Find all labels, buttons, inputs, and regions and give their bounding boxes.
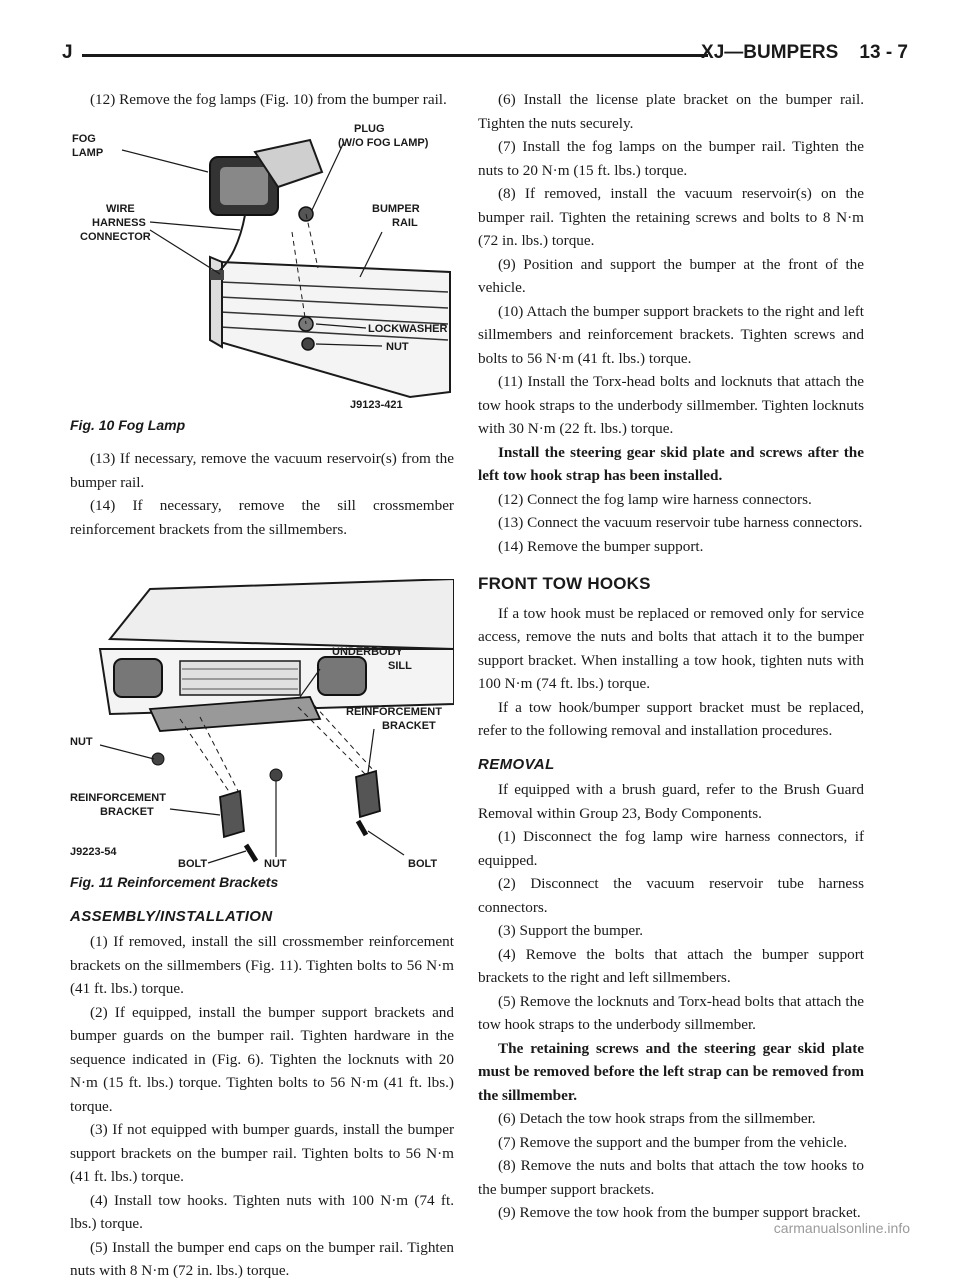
label-lamp: LAMP xyxy=(72,146,104,159)
step-13-remove-vacuum-reservoir: (13) If necessary, remove the vacuum reservoir(s) from the bumper rail. xyxy=(70,450,454,491)
install-step-3: (3) If not equipped with bumper guards, install the bumper support brackets on the bumper rail. Tighten bolts to 56 N·m (41 ft. lbs.) torque. xyxy=(70,1121,454,1185)
label-rail: RAIL xyxy=(392,216,418,229)
install-step-1: (1) If removed, install the sill crossmember reinforcement brackets on the sillmembers (Fig. 11). Tighten bolts to 56 N·m (41 ft. lbs.) torque. xyxy=(70,933,454,997)
install-step-14: (14) Remove the bumper support. xyxy=(498,537,704,555)
install-step-13: (13) Connect the vacuum reservoir tube harness connectors. xyxy=(498,514,863,531)
step-14-remove-brackets: (14) If necessary, remove the sill crossmember reinforcement brackets from the sillmembers. xyxy=(70,497,454,538)
heading-assembly-installation: ASSEMBLY/INSTALLATION xyxy=(70,907,273,925)
label-bolt-right: BOLT xyxy=(408,858,438,869)
install-step-12: (12) Connect the fog lamp wire harness connectors. xyxy=(498,490,812,508)
reinforcement-brackets-diagram xyxy=(70,579,454,869)
install-step-5: (5) Install the bumper end caps on the bumper rail. Tighten nuts with 8 N·m (72 in. lbs.) torque. xyxy=(70,1238,454,1279)
right-column xyxy=(478,88,864,1225)
skid-plate-removal-note: The retaining screws and the steering gear skid plate must be removed before the left strap can be removed from the sillmember. xyxy=(478,1039,864,1104)
fog-lamp-diagram xyxy=(70,112,454,412)
heading-removal: REMOVAL xyxy=(478,755,555,773)
removal-step-2: (2) Disconnect the vacuum reservoir tube harness connectors. xyxy=(478,875,864,916)
tow-hooks-paragraph-2: If a tow hook/bumper support bracket must be replaced, refer to the following removal and installation procedures. xyxy=(478,698,864,739)
step-12-remove-fog-lamps: (12) Remove the fog lamps (Fig. 10) from the bumper rail. xyxy=(90,91,447,108)
label-figure-code: J9123-421 xyxy=(350,398,403,411)
page-header xyxy=(62,42,908,74)
label-nut-left: NUT xyxy=(70,736,93,748)
header-rule xyxy=(82,54,708,57)
removal-step-7: (7) Remove the support and the bumper from the vehicle. xyxy=(498,1133,848,1151)
install-step-6: (6) Install the license plate bracket on the bumper rail. Tighten the nuts securely. xyxy=(478,91,864,132)
label-harness: HARNESS xyxy=(92,216,146,229)
left-column xyxy=(70,88,454,1283)
removal-step-4: (4) Remove the bolts that attach the bumper support brackets to the right and left sillmembers. xyxy=(478,945,864,986)
install-step-7: (7) Install the fog lamps on the bumper rail. Tighten the nuts to 20 N·m (15 ft. lbs.) torque. xyxy=(478,138,864,179)
removal-intro: If equipped with a brush guard, refer to the Brush Guard Removal within Group 23, Body Components. xyxy=(478,781,864,822)
tow-hooks-paragraph-1: If a tow hook must be replaced or removed only for service access, remove the nuts and bolts that attach it to the bumper support bracket. When installing a tow hook, tighten nuts with 100 N·m (74 ft. lbs.) torque. xyxy=(478,604,864,692)
label-bracket-left: BRACKET xyxy=(100,806,154,818)
label-lockwasher: LOCKWASHER xyxy=(368,322,448,335)
figure-11-reinforcement-brackets xyxy=(70,579,454,869)
label-nut: NUT xyxy=(386,340,409,353)
label-figure-code: J9223-54 xyxy=(70,846,117,858)
figure-10-fog-lamp xyxy=(70,112,454,412)
figure-11-caption: Fig. 11 Reinforcement Brackets xyxy=(70,874,279,890)
figure-10-caption: Fig. 10 Fog Lamp xyxy=(70,416,186,433)
label-plug: PLUG xyxy=(354,122,385,135)
label-nut-center: NUT xyxy=(264,858,287,869)
label-reinforcement-right: REINFORCEMENT xyxy=(346,706,442,718)
install-step-10: (10) Attach the bumper support brackets to the right and left sillmembers and reinforcement brackets. Tighten screws and bolts to 56 N·m (41 ft. lbs.) torque. xyxy=(478,302,864,367)
header-section-page: XJ—BUMPERS 13 - 7 xyxy=(701,42,908,63)
label-bolt-left: BOLT xyxy=(178,858,208,869)
label-bracket-right: BRACKET xyxy=(382,720,436,732)
removal-step-8: (8) Remove the nuts and bolts that attach the tow hooks to the bumper support brackets. xyxy=(478,1157,864,1198)
label-reinforcement-left: REINFORCEMENT xyxy=(70,792,166,804)
install-step-2: (2) If equipped, install the bumper support brackets and bumper guards on the bumper rail. Tighten hardware in the sequence indicated in (Fig. 6). Tighten the locknuts with 20 N·m (15 ft. lbs.) torque. Tighten bolts to 56 N·m (41 ft. lbs.) torque. xyxy=(70,1003,454,1115)
label-bumper: BUMPER xyxy=(372,202,420,215)
removal-step-3: (3) Support the bumper. xyxy=(498,922,644,939)
removal-step-5: (5) Remove the locknuts and Torx-head bolts that attach the tow hook straps to the underbody sillmember. xyxy=(478,992,864,1033)
label-connector: CONNECTOR xyxy=(80,230,151,243)
label-plug-note: (W/O FOG LAMP) xyxy=(338,136,429,149)
skid-plate-note: Install the steering gear skid plate and screws after the left tow hook strap has been installed. xyxy=(478,443,864,484)
label-fog: FOG xyxy=(72,132,96,145)
label-sill: SILL xyxy=(388,660,412,672)
install-step-9: (9) Position and support the bumper at the front of the vehicle. xyxy=(478,255,864,296)
removal-step-1: (1) Disconnect the fog lamp wire harness connectors, if equipped. xyxy=(478,828,864,869)
label-underbody: UNDERBODY xyxy=(332,646,403,658)
install-step-4: (4) Install tow hooks. Tighten nuts with 100 N·m (74 ft. lbs.) torque. xyxy=(70,1191,454,1232)
heading-front-tow-hooks: FRONT TOW HOOKS xyxy=(478,574,651,593)
header-letter: J xyxy=(62,42,73,63)
removal-step-6: (6) Detach the tow hook straps from the sillmember. xyxy=(498,1110,816,1127)
install-step-8: (8) If removed, install the vacuum reservoir(s) on the bumper rail. Tighten the retaining screws and bolts to 8 N·m (72 in. lbs.) torque. xyxy=(478,185,864,249)
install-step-11: (11) Install the Torx-head bolts and locknuts that attach the tow hook straps to the underbody sillmember. Tighten locknuts with 30 N·m (22 ft. lbs.) torque. xyxy=(478,373,864,437)
removal-step-9: (9) Remove the tow hook from the bumper support bracket. xyxy=(498,1204,861,1221)
label-wire: WIRE xyxy=(106,202,135,215)
site-watermark: carmanualsonline.info xyxy=(773,1220,910,1236)
